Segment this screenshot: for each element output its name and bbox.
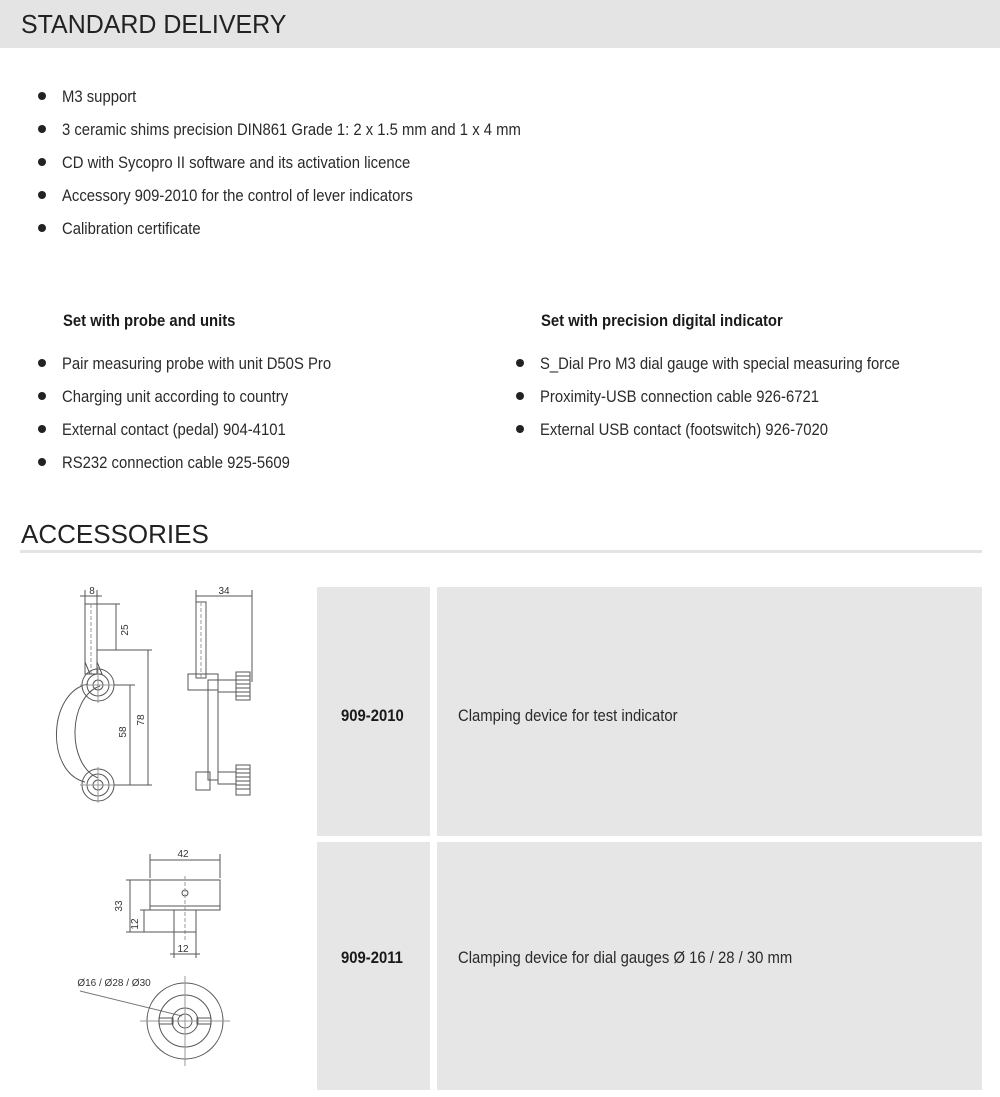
dimension-label: 8 (89, 586, 95, 597)
bullet-icon (38, 359, 46, 367)
dimension-label: 12 (130, 918, 141, 930)
list-item: Calibration certificate (38, 218, 572, 251)
list-item: Pair measuring probe with unit D50S Pro (38, 353, 361, 386)
accessory-code: 909-2011 (341, 949, 403, 967)
bullet-icon (38, 458, 46, 466)
dimension-label: 33 (114, 900, 125, 912)
bullet-icon (516, 359, 524, 367)
list-item: RS232 connection cable 925-5609 (38, 452, 361, 485)
dimension-label: 12 (177, 944, 189, 955)
bullet-icon (38, 224, 46, 232)
list-item: M3 support (38, 86, 572, 119)
list-item: 3 ceramic shims precision DIN861 Grade 1: 2 x 1.5 mm and 1 x 4 mm (38, 119, 572, 152)
clamping-device-test-indicator-drawing (40, 582, 280, 812)
bullet-icon (38, 191, 46, 199)
bullet-icon (38, 425, 46, 433)
bullet-icon (38, 158, 46, 166)
probe-set-heading: Set with probe and units (63, 312, 236, 330)
list-item: Accessory 909-2010 for the control of lever indicators (38, 185, 572, 218)
list-item: Proximity-USB connection cable 926-6721 (516, 386, 940, 419)
list-item: CD with Sycopro II software and its activation licence (38, 152, 572, 185)
list-item: External contact (pedal) 904-4101 (38, 419, 361, 452)
clamping-device-dial-gauges-drawing (70, 846, 260, 1071)
standard-delivery-list (38, 86, 572, 251)
bullet-icon (38, 92, 46, 100)
list-item: External USB contact (footswitch) 926-7020 (516, 419, 940, 452)
accessory-description: Clamping device for dial gauges Ø 16 / 28 / 30 mm (458, 949, 793, 967)
accessory-code: 909-2010 (341, 707, 404, 725)
probe-set-list (38, 353, 361, 485)
standard-delivery-header (0, 0, 1000, 48)
dimension-label: 78 (136, 714, 147, 726)
dimension-label: 58 (118, 726, 129, 738)
accessory-description: Clamping device for test indicator (458, 707, 678, 725)
dimension-label: 25 (120, 624, 131, 636)
bullet-icon (516, 425, 524, 433)
bullet-icon (516, 392, 524, 400)
standard-delivery-title: STANDARD DELIVERY (21, 9, 287, 39)
list-item: S_Dial Pro M3 dial gauge with special measuring force (516, 353, 940, 386)
bullet-icon (38, 125, 46, 133)
bullet-icon (38, 392, 46, 400)
dimension-label: 42 (177, 849, 189, 860)
accessories-title: ACCESSORIES (21, 519, 209, 549)
dimension-label: 34 (218, 586, 230, 597)
list-item: Charging unit according to country (38, 386, 361, 419)
digital-set-heading: Set with precision digital indicator (541, 312, 783, 330)
digital-set-list (516, 353, 940, 452)
accessories-divider (20, 550, 982, 553)
dimension-label: Ø16 / Ø28 / Ø30 (77, 978, 151, 989)
